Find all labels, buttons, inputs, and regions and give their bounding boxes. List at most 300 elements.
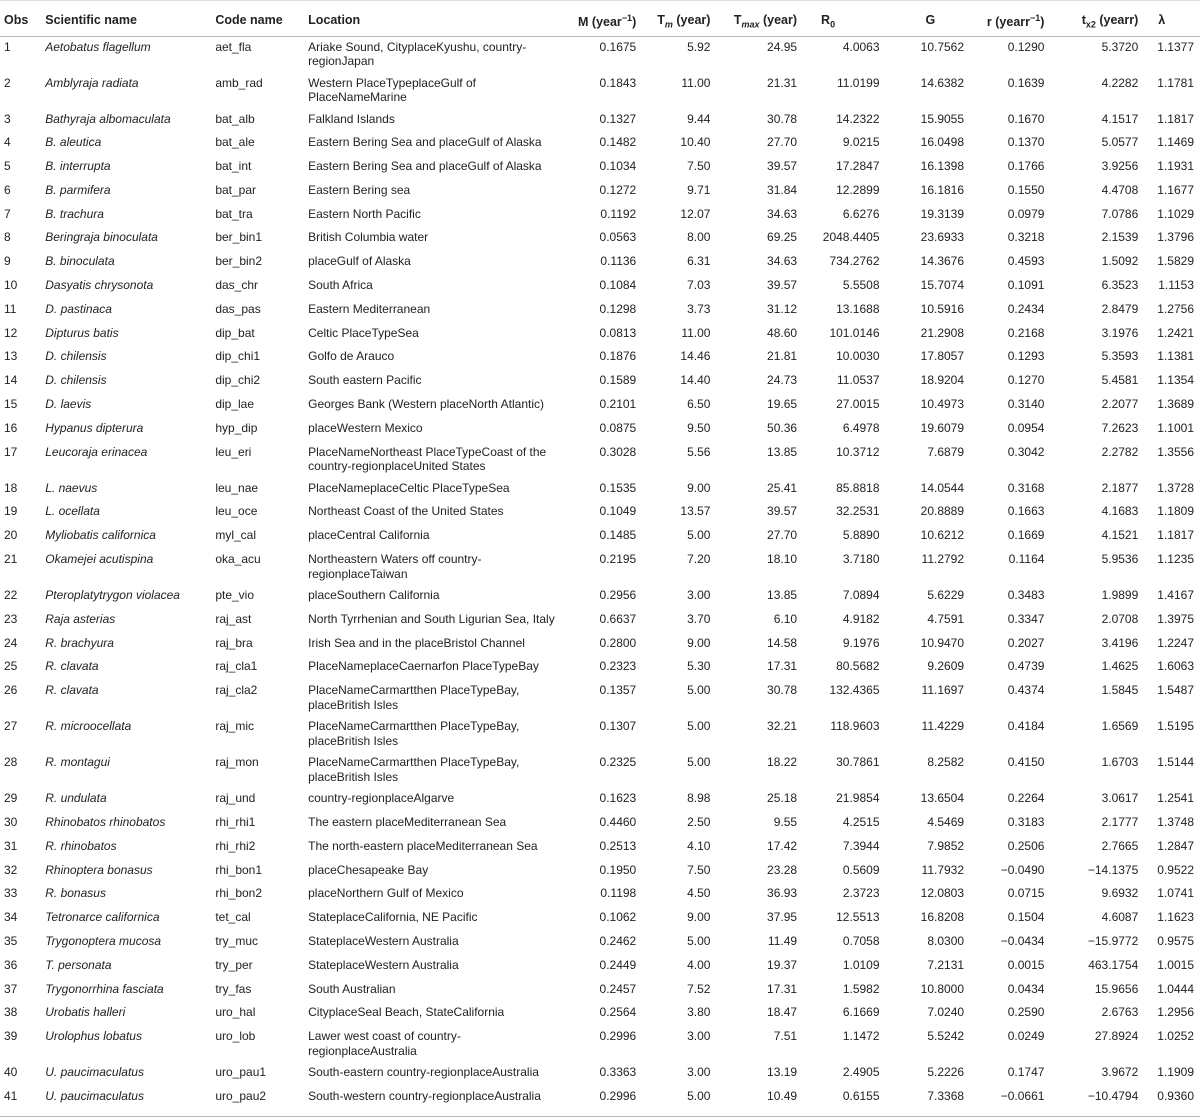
cell-tmax: 18.47 bbox=[767, 1005, 798, 1020]
cell-tm: 4.10 bbox=[687, 838, 711, 853]
cell-obs: 37 bbox=[4, 981, 18, 996]
cell-g: 11.2792 bbox=[921, 552, 965, 567]
cell-r: −0.0661 bbox=[970, 1086, 1050, 1116]
cell-g: 13.6504 bbox=[920, 791, 965, 806]
cell-r: 0.1293 bbox=[1007, 349, 1045, 364]
cell-g: 12.0803 bbox=[920, 886, 965, 901]
cell-m: 0.2800 bbox=[599, 635, 637, 650]
cell-tm: 5.00 bbox=[687, 719, 711, 734]
cell-location: British Columbia water bbox=[308, 230, 429, 245]
cell-tmax: 27.70 bbox=[767, 135, 798, 150]
table-body bbox=[0, 36, 1200, 1116]
cell-r0: 0.7058 bbox=[842, 934, 880, 949]
cell-obs: 10 bbox=[4, 278, 18, 293]
col-scientific-name: Scientific name bbox=[41, 1, 211, 37]
cell-scientific-name: R. bonasus bbox=[45, 886, 106, 901]
cell-lambda: 1.3975 bbox=[1157, 611, 1194, 626]
cell-obs: 14 bbox=[4, 373, 18, 388]
cell-obs: 31 bbox=[4, 838, 18, 853]
cell-g: 11.1697 bbox=[921, 683, 965, 698]
cell-g: 14.3676 bbox=[920, 254, 965, 269]
cell-r: 0.0715 bbox=[1007, 886, 1045, 901]
cell-r0: 7.3944 bbox=[842, 838, 880, 853]
cell-tx2: 3.1976 bbox=[1101, 325, 1139, 340]
cell-m: 0.1589 bbox=[599, 373, 637, 388]
cell-code-name: leu_nae bbox=[215, 480, 259, 495]
cell-r: 0.2027 bbox=[1007, 635, 1045, 650]
table-row bbox=[0, 680, 1200, 716]
cell-code-name: raj_cla2 bbox=[215, 683, 258, 698]
cell-r0: 3.7180 bbox=[842, 552, 880, 567]
cell-tmax: 13.85 bbox=[767, 588, 798, 603]
cell-tmax: 21.81 bbox=[767, 349, 798, 364]
cell-g: 15.7074 bbox=[920, 278, 965, 293]
table-row bbox=[0, 418, 1200, 442]
cell-r0: 10.0030 bbox=[836, 349, 880, 364]
table-row bbox=[0, 716, 1200, 752]
cell-r0: 101.0146 bbox=[829, 325, 880, 340]
cell-tmax: 7.51 bbox=[773, 1029, 798, 1044]
cell-code-name: leu_eri bbox=[215, 444, 252, 459]
cell-r: 0.2168 bbox=[1007, 325, 1045, 340]
cell-tm: 8.00 bbox=[687, 230, 711, 245]
cell-tx2: 6.3523 bbox=[1101, 278, 1139, 293]
cell-r: 0.4739 bbox=[1007, 659, 1045, 674]
table-row bbox=[0, 299, 1200, 323]
cell-r: 0.0434 bbox=[1007, 981, 1045, 996]
cell-tm: 2.50 bbox=[687, 815, 711, 830]
cell-tmax: 17.31 bbox=[767, 659, 798, 674]
cell-r: 0.0954 bbox=[1007, 420, 1045, 435]
cell-tx2: 4.1521 bbox=[1101, 528, 1139, 543]
cell-r: 0.3183 bbox=[1007, 815, 1045, 830]
cell-r0: 4.2515 bbox=[842, 815, 880, 830]
cell-m: 0.1482 bbox=[599, 135, 637, 150]
cell-r0: 30.7861 bbox=[836, 755, 880, 770]
table-row bbox=[0, 836, 1200, 860]
cell-tmax: 13.85 bbox=[767, 444, 798, 459]
cell-lambda: 1.1001 bbox=[1157, 420, 1194, 435]
table-row bbox=[0, 907, 1200, 931]
cell-code-name: raj_mon bbox=[215, 755, 259, 770]
cell-tm: 11.00 bbox=[681, 75, 711, 90]
table-row bbox=[0, 156, 1200, 180]
cell-scientific-name: L. naevus bbox=[45, 480, 98, 495]
cell-r: 0.1747 bbox=[1007, 1065, 1045, 1080]
cell-r: 0.1504 bbox=[1007, 910, 1045, 925]
cell-tm: 14.40 bbox=[680, 373, 711, 388]
cell-g: 15.9055 bbox=[920, 111, 965, 126]
cell-scientific-name: Dipturus batis bbox=[45, 325, 119, 340]
cell-tm: 7.50 bbox=[687, 862, 711, 877]
cell-location: Golfo de Arauco bbox=[308, 349, 395, 364]
cell-g: 19.3139 bbox=[920, 206, 965, 221]
cell-tm: 12.07 bbox=[680, 206, 711, 221]
cell-g: 7.0240 bbox=[927, 1005, 965, 1020]
cell-location: Eastern North Pacific bbox=[308, 206, 421, 221]
cell-lambda: 1.1781 bbox=[1157, 75, 1194, 90]
cell-r: 0.3483 bbox=[1007, 588, 1045, 603]
cell-r0: 4.9182 bbox=[842, 611, 880, 626]
cell-scientific-name: Hypanus dipterura bbox=[45, 420, 144, 435]
cell-tm: 11.00 bbox=[681, 325, 711, 340]
cell-code-name: dip_chi2 bbox=[215, 373, 261, 388]
cell-obs: 17 bbox=[4, 444, 18, 459]
cell-tmax: 13.19 bbox=[767, 1065, 798, 1080]
cell-tmax: 19.37 bbox=[767, 957, 798, 972]
cell-r0: 11.0537 bbox=[837, 373, 880, 388]
cell-scientific-name: B. parmifera bbox=[45, 182, 111, 197]
cell-lambda: 1.1377 bbox=[1157, 39, 1194, 54]
cell-tx2: 4.4708 bbox=[1101, 182, 1139, 197]
cell-tx2: 3.0617 bbox=[1101, 791, 1139, 806]
cell-obs: 11 bbox=[4, 301, 17, 316]
cell-tm: 5.56 bbox=[687, 444, 711, 459]
cell-location: placeCentral California bbox=[308, 528, 430, 543]
cell-lambda: 1.1909 bbox=[1157, 1065, 1194, 1080]
cell-tm: 9.50 bbox=[687, 420, 711, 435]
cell-tm: 9.44 bbox=[687, 111, 711, 126]
cell-tx2: 5.0577 bbox=[1101, 135, 1139, 150]
cell-code-name: das_chr bbox=[215, 278, 259, 293]
cell-lambda: 1.2956 bbox=[1157, 1005, 1194, 1020]
cell-g: 20.8889 bbox=[920, 504, 965, 519]
table-row bbox=[0, 860, 1200, 884]
cell-tm: 5.00 bbox=[687, 934, 711, 949]
cell-g: 4.7591 bbox=[927, 611, 965, 626]
table-row bbox=[0, 812, 1200, 836]
cell-m: 0.0813 bbox=[599, 325, 637, 340]
cell-scientific-name: R. microocellata bbox=[45, 719, 132, 734]
cell-tmax: 37.95 bbox=[767, 910, 798, 925]
cell-r0: 132.4365 bbox=[829, 683, 880, 698]
cell-lambda: 0.9360 bbox=[1144, 1086, 1200, 1116]
cell-scientific-name: Urolophus lobatus bbox=[45, 1029, 142, 1044]
cell-location: Georges Bank (Western placeNorth Atlantic) bbox=[308, 397, 544, 412]
cell-code-name: raj_und bbox=[215, 791, 256, 806]
cell-obs: 5 bbox=[4, 159, 11, 174]
cell-location: PlaceNameplaceCaernarfon PlaceTypeBay bbox=[308, 659, 539, 674]
cell-lambda: 1.2847 bbox=[1157, 838, 1194, 853]
cell-scientific-name: L. ocellata bbox=[45, 504, 100, 519]
cell-g: 10.4973 bbox=[920, 397, 965, 412]
cell-r: 0.1669 bbox=[1007, 528, 1045, 543]
cell-scientific-name: Urobatis halleri bbox=[45, 1005, 126, 1020]
cell-obs: 16 bbox=[4, 420, 18, 435]
cell-code-name: bat_tra bbox=[215, 206, 253, 221]
cell-tm: 9.71 bbox=[687, 182, 711, 197]
table-row bbox=[0, 275, 1200, 299]
cell-scientific-name: Bathyraja albomaculata bbox=[45, 111, 171, 126]
cell-g: 5.2226 bbox=[927, 1065, 965, 1080]
cell-location: CityplaceSeal Beach, StateCalifornia bbox=[308, 1005, 505, 1020]
cell-tm: 3.00 bbox=[687, 1029, 711, 1044]
cell-r: 0.1670 bbox=[1007, 111, 1045, 126]
cell-tm: 5.00 bbox=[642, 1086, 716, 1116]
cell-lambda: 1.1623 bbox=[1157, 910, 1194, 925]
cell-obs: 32 bbox=[4, 862, 18, 877]
cell-r0: 13.1688 bbox=[836, 301, 880, 316]
cell-r0: 6.6276 bbox=[842, 206, 880, 221]
cell-g: 10.9470 bbox=[920, 635, 965, 650]
cell-lambda: 1.1677 bbox=[1157, 182, 1194, 197]
cell-location: North Tyrrhenian and South Ligurian Sea, Italy bbox=[308, 611, 555, 626]
cell-m: 0.2449 bbox=[599, 957, 637, 972]
cell-r0: 9.0215 bbox=[842, 135, 880, 150]
cell-location: Eastern Bering Sea and placeGulf of Alaska bbox=[308, 135, 542, 150]
cell-obs: 27 bbox=[4, 719, 18, 734]
table-row bbox=[0, 525, 1200, 549]
cell-tm: 3.00 bbox=[687, 588, 711, 603]
cell-m: 0.2996 bbox=[570, 1086, 642, 1116]
cell-location: Ariake Sound, CityplaceKyushu, country-regionJapan bbox=[308, 39, 527, 68]
cell-location: South-eastern country-regionplaceAustralia bbox=[308, 1065, 539, 1080]
cell-r0: 118.9603 bbox=[830, 719, 880, 734]
cell-g: 11.7932 bbox=[921, 862, 965, 877]
cell-scientific-name: R. clavata bbox=[45, 659, 99, 674]
cell-obs: 36 bbox=[4, 957, 18, 972]
cell-lambda: 1.1354 bbox=[1157, 373, 1194, 388]
cell-r0: 32.2531 bbox=[836, 504, 880, 519]
cell-tmax: 30.78 bbox=[767, 111, 798, 126]
cell-lambda: 1.5195 bbox=[1157, 719, 1194, 734]
cell-g: 16.0498 bbox=[920, 135, 965, 150]
cell-m: 0.1272 bbox=[599, 182, 637, 197]
cell-lambda: 1.3728 bbox=[1157, 480, 1194, 495]
cell-lambda: 1.0444 bbox=[1157, 981, 1194, 996]
cell-code-name: oka_acu bbox=[215, 552, 261, 567]
cell-tx2: 5.4581 bbox=[1101, 373, 1139, 388]
cell-r: 0.2264 bbox=[1007, 791, 1045, 806]
cell-g: 10.7562 bbox=[920, 39, 965, 54]
cell-obs: 21 bbox=[4, 552, 18, 567]
cell-code-name: leu_oce bbox=[215, 504, 258, 519]
cell-r: 0.3140 bbox=[1007, 397, 1045, 412]
cell-lambda: 1.0252 bbox=[1157, 1029, 1194, 1044]
cell-code-name: rhi_rhi1 bbox=[215, 815, 256, 830]
cell-lambda: 1.3689 bbox=[1157, 397, 1194, 412]
cell-location: Northeast Coast of the United States bbox=[308, 504, 504, 519]
cell-m: 0.1535 bbox=[599, 480, 637, 495]
cell-r0: 6.4978 bbox=[842, 420, 880, 435]
cell-obs: 19 bbox=[4, 504, 18, 519]
cell-tm: 9.00 bbox=[687, 480, 711, 495]
cell-tx2: 2.2782 bbox=[1101, 444, 1139, 459]
cell-tmax: 25.41 bbox=[767, 480, 798, 495]
cell-r: 0.3042 bbox=[1007, 444, 1045, 459]
cell-lambda: 1.1809 bbox=[1157, 504, 1194, 519]
cell-location: Celtic PlaceTypeSea bbox=[308, 325, 419, 340]
cell-r0: 85.8818 bbox=[836, 480, 880, 495]
cell-location: placeWestern Mexico bbox=[308, 420, 423, 435]
cell-r0: 6.1669 bbox=[842, 1005, 880, 1020]
cell-scientific-name: D. chilensis bbox=[45, 349, 107, 364]
cell-m: 0.1192 bbox=[600, 206, 637, 221]
cell-tm: 9.00 bbox=[687, 635, 711, 650]
cell-tmax: 18.22 bbox=[767, 755, 798, 770]
cell-r0: 9.1976 bbox=[842, 635, 880, 650]
cell-location: Eastern Bering sea bbox=[308, 182, 411, 197]
cell-m: 0.1136 bbox=[600, 254, 637, 269]
cell-m: 0.1062 bbox=[599, 910, 637, 925]
cell-tmax: 50.36 bbox=[767, 420, 798, 435]
cell-lambda: 0.9575 bbox=[1157, 934, 1194, 949]
cell-r0: 1.0109 bbox=[842, 957, 880, 972]
cell-location: Irish Sea and in the placeBristol Channel bbox=[308, 635, 525, 650]
cell-code-name: bat_int bbox=[215, 159, 252, 174]
cell-code-name: try_muc bbox=[215, 934, 259, 949]
col-lambda: λ bbox=[1144, 1, 1200, 37]
cell-r: 0.1091 bbox=[1007, 278, 1045, 293]
cell-m: 0.2195 bbox=[599, 552, 637, 567]
cell-tx2: 3.9672 bbox=[1101, 1065, 1139, 1080]
cell-tmax: 36.93 bbox=[767, 886, 798, 901]
table-header bbox=[0, 1, 1200, 37]
cell-tx2: 463.1754 bbox=[1088, 957, 1139, 972]
table-row bbox=[0, 752, 1200, 788]
cell-lambda: 1.1469 bbox=[1157, 135, 1194, 150]
cell-m: 0.1307 bbox=[599, 719, 637, 734]
cell-code-name: uro_pau2 bbox=[211, 1086, 304, 1116]
cell-lambda: 1.1029 bbox=[1157, 206, 1194, 221]
cell-obs: 26 bbox=[4, 683, 18, 698]
cell-m: 0.2996 bbox=[599, 1029, 637, 1044]
cell-r: 0.0015 bbox=[1007, 957, 1045, 972]
cell-tm: 3.70 bbox=[687, 611, 711, 626]
cell-tx2: 15.9656 bbox=[1094, 981, 1139, 996]
cell-tx2: 7.0786 bbox=[1101, 206, 1139, 221]
cell-tmax: 11.49 bbox=[767, 934, 798, 949]
cell-obs: 41 bbox=[0, 1086, 41, 1116]
cell-code-name: uro_hal bbox=[215, 1005, 256, 1020]
cell-g: 19.6079 bbox=[920, 420, 965, 435]
cell-lambda: 1.6063 bbox=[1157, 659, 1194, 674]
cell-code-name: dip_chi1 bbox=[215, 349, 261, 364]
cell-tm: 5.00 bbox=[687, 755, 711, 770]
cell-g: 14.0544 bbox=[920, 480, 965, 495]
cell-obs: 23 bbox=[4, 611, 18, 626]
cell-g: 14.6382 bbox=[920, 75, 965, 90]
cell-location: placeNorthern Gulf of Mexico bbox=[308, 886, 464, 901]
cell-lambda: 1.5487 bbox=[1157, 683, 1194, 698]
cell-code-name: try_fas bbox=[215, 981, 252, 996]
cell-m: 0.1298 bbox=[599, 301, 637, 316]
cell-g: 16.1816 bbox=[920, 182, 965, 197]
cell-tmax: 34.63 bbox=[767, 254, 798, 269]
cell-lambda: 1.2421 bbox=[1157, 325, 1194, 340]
cell-g: 7.6879 bbox=[927, 444, 965, 459]
cell-location: StateplaceCalifornia, NE Pacific bbox=[308, 910, 478, 925]
cell-obs: 2 bbox=[4, 75, 11, 90]
cell-code-name: ber_bin2 bbox=[215, 254, 263, 269]
cell-location: The north-eastern placeMediterranean Sea bbox=[308, 838, 538, 853]
cell-code-name: try_per bbox=[215, 957, 253, 972]
cell-r0: 10.3712 bbox=[836, 444, 880, 459]
cell-g: 10.5916 bbox=[920, 301, 965, 316]
cell-r: 0.4150 bbox=[1007, 755, 1045, 770]
cell-obs: 38 bbox=[4, 1005, 18, 1020]
cell-r: 0.3347 bbox=[1007, 611, 1045, 626]
cell-lambda: 1.1381 bbox=[1157, 349, 1194, 364]
cell-m: 0.3363 bbox=[599, 1065, 637, 1080]
cell-g: 5.6229 bbox=[927, 588, 965, 603]
cell-tmax: 14.58 bbox=[767, 635, 798, 650]
cell-scientific-name: D. pastinaca bbox=[45, 301, 112, 316]
cell-r: 0.3218 bbox=[1007, 230, 1045, 245]
cell-g: 11.4229 bbox=[921, 719, 965, 734]
cell-r0: 734.2762 bbox=[829, 254, 880, 269]
cell-r: 0.1550 bbox=[1007, 182, 1045, 197]
cell-obs: 33 bbox=[4, 886, 18, 901]
cell-location: South eastern Pacific bbox=[308, 373, 422, 388]
cell-r0: 11.0199 bbox=[837, 75, 880, 90]
cell-r0: 2048.4405 bbox=[822, 230, 880, 245]
cell-scientific-name: Raja asterias bbox=[45, 611, 116, 626]
table-row bbox=[0, 955, 1200, 979]
cell-tmax: 19.65 bbox=[767, 397, 798, 412]
cell-code-name: raj_bra bbox=[215, 635, 253, 650]
cell-m: 0.1034 bbox=[599, 159, 637, 174]
table-row bbox=[0, 323, 1200, 347]
cell-tm: 6.31 bbox=[687, 254, 711, 269]
cell-code-name: tet_cal bbox=[215, 910, 251, 925]
cell-location: South Africa bbox=[308, 278, 373, 293]
cell-code-name: uro_lob bbox=[215, 1029, 256, 1044]
cell-scientific-name: B. binoculata bbox=[45, 254, 115, 269]
cell-code-name: raj_mic bbox=[215, 719, 254, 734]
cell-tmax: 24.73 bbox=[767, 373, 798, 388]
cell-tx2: 2.7665 bbox=[1101, 838, 1139, 853]
cell-scientific-name: B. aleutica bbox=[45, 135, 102, 150]
cell-code-name: raj_ast bbox=[215, 611, 252, 626]
cell-obs: 22 bbox=[4, 588, 18, 603]
cell-tm: 5.92 bbox=[687, 39, 711, 54]
cell-m: 0.2457 bbox=[599, 981, 637, 996]
table-row bbox=[0, 883, 1200, 907]
cell-r: 0.1370 bbox=[1007, 135, 1045, 150]
cell-r0: 0.5609 bbox=[842, 862, 880, 877]
cell-code-name: bat_par bbox=[215, 182, 257, 197]
cell-code-name: dip_lae bbox=[215, 397, 255, 412]
col-tx2: $t_{x2}$ (yearr) bbox=[1050, 1, 1144, 37]
cell-r0: 2.3723 bbox=[842, 886, 880, 901]
cell-m: 0.2513 bbox=[599, 838, 637, 853]
cell-tm: 7.50 bbox=[687, 159, 711, 174]
cell-r: 0.2434 bbox=[1007, 301, 1045, 316]
table-row bbox=[0, 109, 1200, 133]
cell-r0: 17.2847 bbox=[836, 159, 880, 174]
cell-scientific-name: Okamejei acutispina bbox=[45, 552, 154, 567]
cell-location: PlaceNameplaceCeltic PlaceTypeSea bbox=[308, 480, 510, 495]
cell-code-name: ber_bin1 bbox=[215, 230, 263, 245]
cell-g: 8.0300 bbox=[927, 934, 965, 949]
cell-location: country-regionplaceAlgarve bbox=[308, 791, 455, 806]
cell-tm: 13.57 bbox=[680, 504, 711, 519]
cell-m: 0.1876 bbox=[599, 349, 637, 364]
cell-r: 0.1766 bbox=[1007, 159, 1045, 174]
table-row bbox=[0, 36, 1200, 73]
cell-tmax: 39.57 bbox=[767, 159, 798, 174]
cell-scientific-name: T. personata bbox=[45, 957, 112, 972]
cell-r0: 27.0015 bbox=[836, 397, 880, 412]
cell-scientific-name: D. chilensis bbox=[45, 373, 107, 388]
cell-m: 0.0563 bbox=[599, 230, 637, 245]
cell-r0: 21.9854 bbox=[836, 791, 880, 806]
table-row bbox=[0, 346, 1200, 370]
cell-scientific-name: Dasyatis chrysonota bbox=[45, 278, 154, 293]
cell-location: Lawer west coast of country-regionplaceAustralia bbox=[308, 1029, 461, 1058]
cell-tm: 7.03 bbox=[687, 278, 711, 293]
